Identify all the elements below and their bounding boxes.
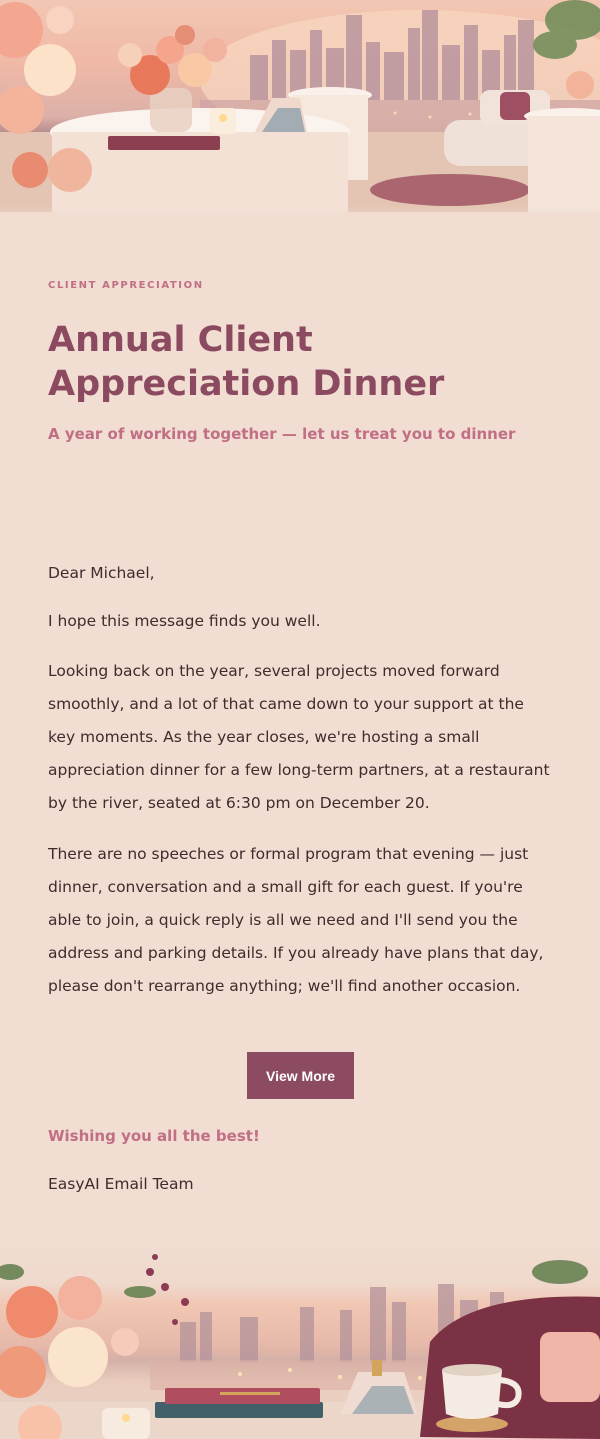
email-subtitle: A year of working together — let us treat you to dinner (48, 425, 516, 443)
footer-scene-graphic (0, 1232, 600, 1439)
header-illustration (0, 0, 600, 212)
hero-fade (0, 205, 600, 245)
view-more-button[interactable]: View More (247, 1052, 354, 1099)
email-title: Annual Client Appreciation Dinner (48, 320, 445, 404)
body-paragraph-2: Looking back on the year, several projects moved forward smoothly, and a lot of that came down to your support at the key moments. As the year closes, we're hosting a small appreciation dinner for a few long-term partners, at a restaurant by the river, seated at 6:30 pm on December 20. (48, 662, 550, 812)
body-paragraph-1: I hope this message finds you well. (48, 612, 321, 630)
closing-line: Wishing you all the best! (48, 1127, 260, 1145)
hero-scene-graphic (0, 0, 600, 212)
footer-illustration (0, 1232, 600, 1439)
greeting: Dear Michael, (48, 564, 155, 582)
body-paragraph-3: There are no speeches or formal program that evening — just dinner, conversation and a small gift for each guest. If you're able to join, a quick reply is all we need and I'll send you the address and parking details. If you already have plans that day, please don't rearrange anything; we'll find another occasion. (48, 845, 544, 995)
signature: EasyAI Email Team (48, 1175, 194, 1193)
eyebrow-label: CLIENT APPRECIATION (48, 280, 204, 291)
